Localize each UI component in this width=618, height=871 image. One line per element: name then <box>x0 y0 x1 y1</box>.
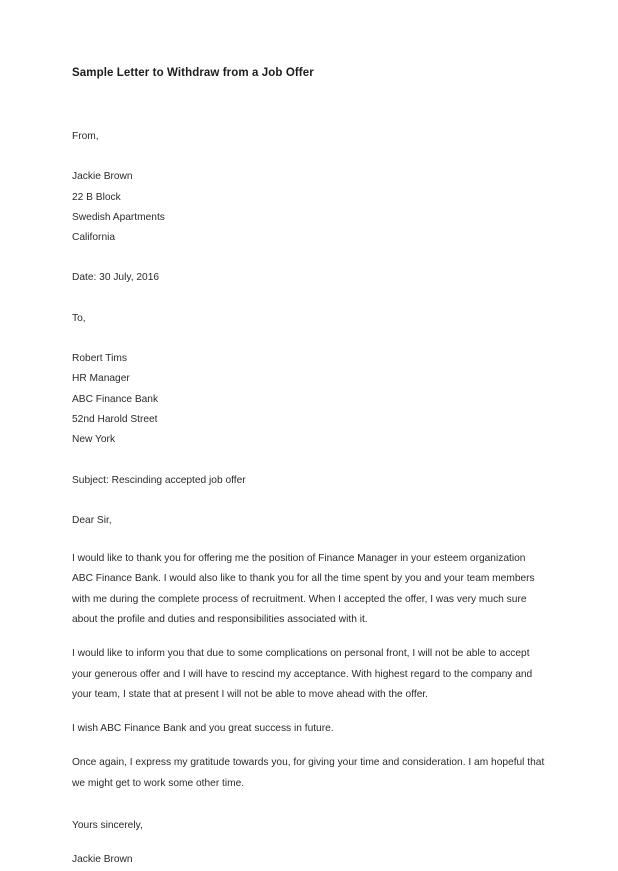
subject-line: Subject: Rescinding accepted job offer <box>72 474 246 486</box>
sender-address-line-3: California <box>72 232 116 244</box>
recipient-address-line-2: ABC Finance Bank <box>72 393 159 405</box>
to-label: To, <box>72 312 86 324</box>
salutation: Dear Sir, <box>72 514 112 526</box>
sender-address-line-2: Swedish Apartments <box>72 211 165 223</box>
body-paragraph: I would like to inform you that due to some complications on personal front, I will not be able to accept your generous offer and I will have to rescind my acceptance. With highest regard to the company and your team, I state that at present I will not be able to move ahead with the offer. <box>72 648 533 700</box>
recipient-address-line-4: New York <box>72 434 116 446</box>
sender-name: Jackie Brown <box>72 171 133 183</box>
page-title: Sample Letter to Withdraw from a Job Offer <box>72 67 314 79</box>
body-paragraph: I would like to thank you for offering me the position of Finance Manager in your esteem organization ABC Finance Bank. I would also like to thank you for all the time spent by you and your team members with me during the complete process of recruitment. When I accepted the offer, I was very much sure about the profile and duties and responsibilities associated with it. <box>72 553 535 625</box>
recipient-address-line-1: HR Manager <box>72 373 130 385</box>
recipient-address-line-3: 52nd Harold Street <box>72 413 158 425</box>
closing-line: Yours sincerely, <box>72 820 143 832</box>
from-label: From, <box>72 130 99 142</box>
signature-name: Jackie Brown <box>72 854 133 866</box>
date-line: Date: 30 July, 2016 <box>72 272 160 284</box>
body-paragraph: I wish ABC Finance Bank and you great success in future. <box>72 723 334 735</box>
recipient-name: Robert Tims <box>72 353 127 365</box>
recipient-address <box>72 349 548 450</box>
body-paragraph: Once again, I express my gratitude towards you, for giving your time and consideration. I am hopeful that we might get to work some other time. <box>72 757 545 789</box>
sender-section <box>72 127 548 531</box>
sender-address-line-1: 22 B Block <box>72 191 121 203</box>
sender-address <box>72 167 548 248</box>
